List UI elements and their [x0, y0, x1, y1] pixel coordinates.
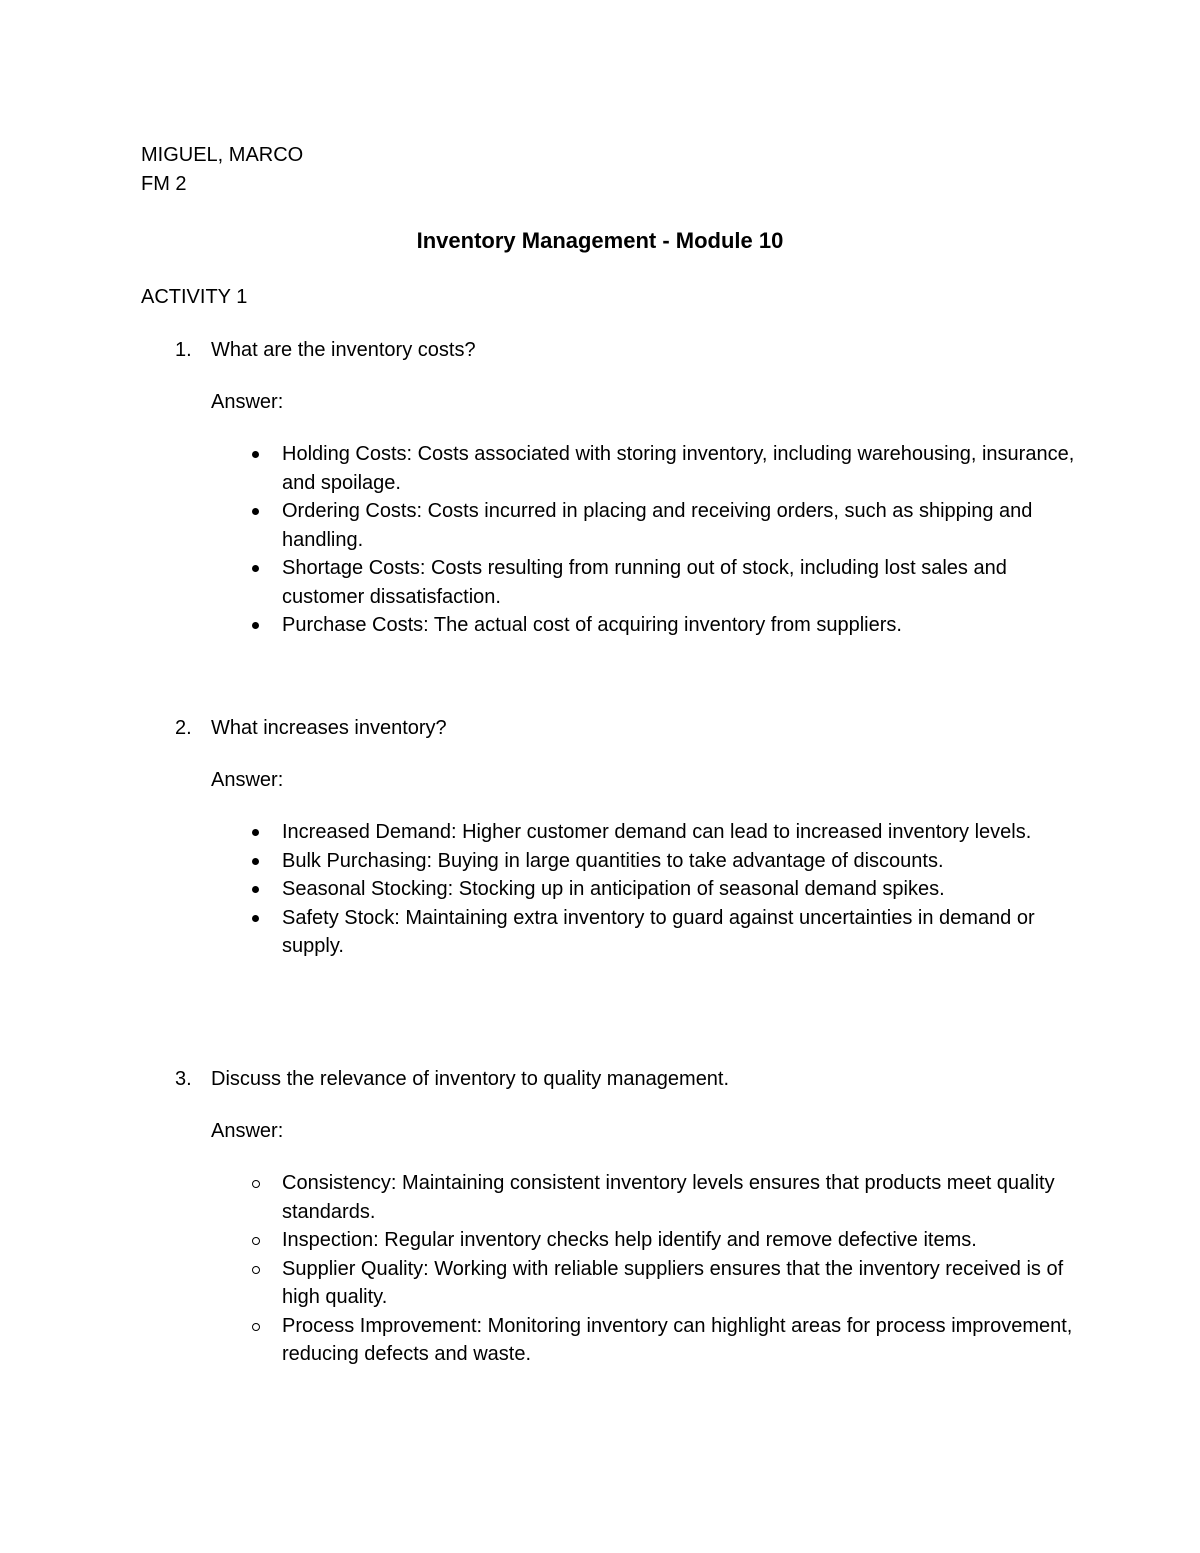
list-item	[246, 554, 1076, 611]
question-prompt: Discuss the relevance of inventory to quality management.	[211, 1068, 730, 1090]
list-item-text: Consistency: Maintaining consistent inventory levels ensures that products meet quality standards.	[282, 1172, 1055, 1223]
bullet-dot-icon	[252, 915, 259, 922]
question-prompt: What are the inventory costs?	[211, 339, 476, 361]
question-number: 1.	[175, 339, 192, 361]
list-item-text: Shortage Costs: Costs resulting from running out of stock, including lost sales and customer dissatisfaction.	[282, 557, 1007, 608]
list-item	[246, 847, 1076, 876]
bullet-dot-icon	[252, 858, 259, 865]
question-number: 2.	[175, 717, 192, 739]
list-item	[246, 497, 1076, 554]
list-item-text: Bulk Purchasing: Buying in large quantities to take advantage of discounts.	[282, 849, 944, 872]
student-name: MIGUEL, MARCO	[141, 144, 304, 166]
bullet-circle-icon	[252, 1323, 260, 1331]
list-item-text: Ordering Costs: Costs incurred in placing and receiving orders, such as shipping and handling.	[282, 500, 1033, 551]
bullet-dot-icon	[252, 622, 259, 629]
question-prompt: What increases inventory?	[211, 717, 447, 739]
bullet-dot-icon	[252, 886, 259, 893]
bullet-dot-icon	[252, 508, 259, 515]
question-text	[175, 714, 447, 742]
bullet-circle-icon	[252, 1237, 260, 1245]
answer-label: Answer:	[211, 1120, 284, 1142]
answer-list	[246, 1169, 1076, 1369]
student-header	[141, 141, 303, 199]
question-number: 3.	[175, 1068, 192, 1090]
list-item-text: Holding Costs: Costs associated with storing inventory, including warehousing, insurance, and spoilage.	[282, 443, 1075, 494]
list-item	[246, 611, 1076, 640]
answer-label: Answer:	[211, 391, 284, 413]
list-item	[246, 440, 1076, 497]
answer-label: Answer:	[211, 769, 284, 791]
bullet-dot-icon	[252, 565, 259, 572]
list-item-text: Purchase Costs: The actual cost of acquiring inventory from suppliers.	[282, 614, 902, 636]
course-code: FM 2	[141, 173, 187, 195]
list-item-text: Inspection: Regular inventory checks help identify and remove defective items.	[282, 1229, 977, 1251]
list-item-text: Process Improvement: Monitoring inventory can highlight areas for process improvement, reducing defects and waste.	[282, 1314, 1073, 1365]
bullet-dot-icon	[252, 451, 259, 458]
list-item-text: Supplier Quality: Working with reliable suppliers ensures that the inventory received is of high quality.	[282, 1257, 1064, 1308]
question-text	[175, 336, 476, 364]
list-item	[246, 1312, 1076, 1369]
list-item	[246, 904, 1076, 961]
list-item	[246, 1255, 1076, 1312]
list-item	[246, 818, 1076, 847]
list-item	[246, 1226, 1076, 1255]
bullet-circle-icon	[252, 1266, 260, 1274]
question-text	[175, 1065, 729, 1093]
answer-list	[246, 818, 1076, 961]
list-item-text: Safety Stock: Maintaining extra inventory to guard against uncertainties in demand or supply.	[282, 906, 1035, 957]
list-item-text: Increased Demand: Higher customer demand can lead to increased inventory levels.	[282, 821, 1032, 843]
list-item-text: Seasonal Stocking: Stocking up in anticipation of seasonal demand spikes.	[282, 878, 945, 900]
list-item	[246, 875, 1076, 904]
activity-label: ACTIVITY 1	[141, 286, 248, 308]
answer-list	[246, 440, 1076, 640]
document-title: Inventory Management - Module 10	[416, 228, 784, 253]
list-item	[246, 1169, 1076, 1226]
bullet-circle-icon	[252, 1180, 260, 1188]
bullet-dot-icon	[252, 829, 259, 836]
